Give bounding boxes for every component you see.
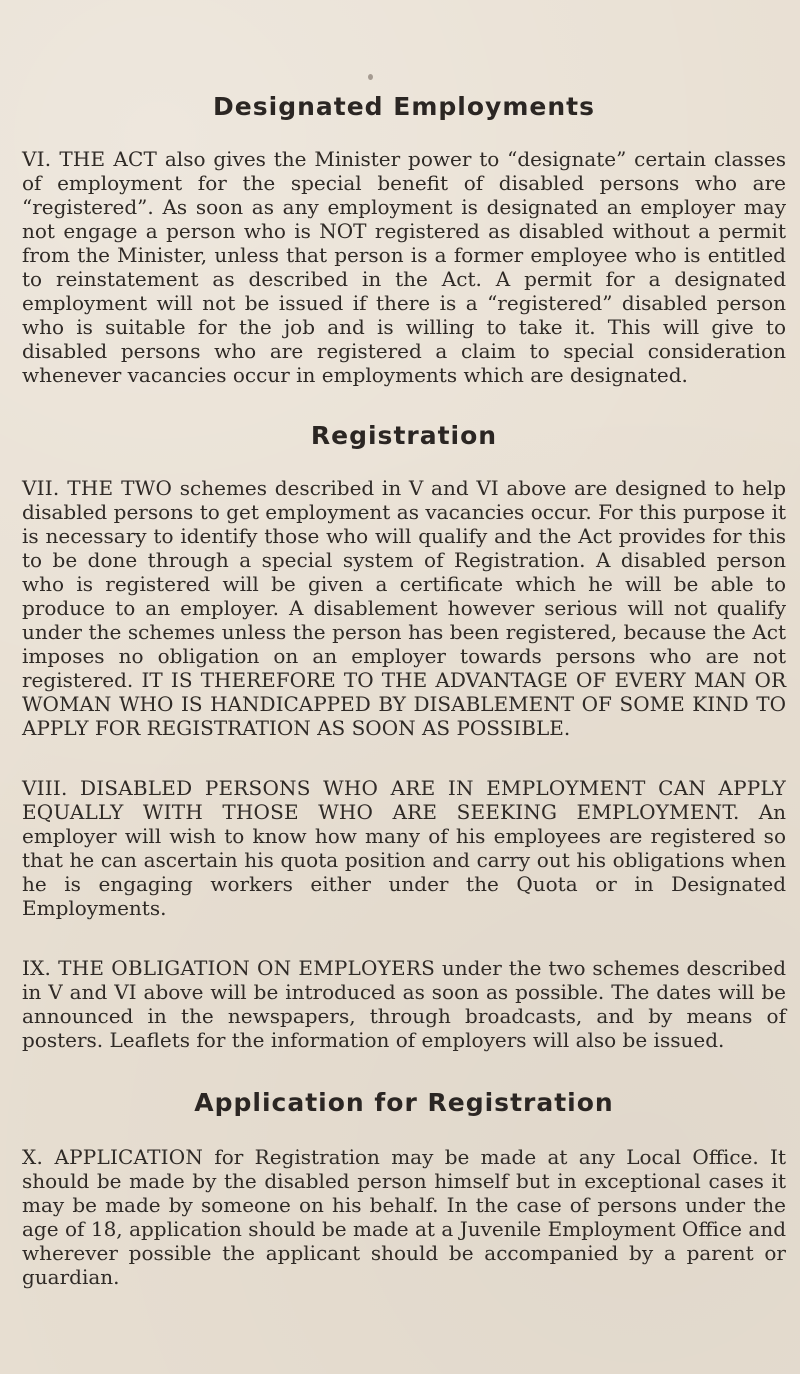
paragraph-viii-text: An employer will wish to know how many of his employees are registered so that he can ascertain his quota position and carry out his obligations when he is engaging workers either under the Quota or in Designated Employments. bbox=[22, 800, 787, 920]
section-heading-registration: Registration bbox=[310, 421, 498, 450]
paragraph-vi-text: also gives the Minister power to “designate” certain classes of employment for the special benefit of disabled persons who are “registered”. As soon as any employment is designated an employer may not engage a person who is NOT registered as disabled without a permit from the Minister, unless that person is a former employee who is entitled to reinstatement as described in the Act. A permit for a designated employment will not be issued if there is a “registered” disabled person who is suitable for the job and is willing to take it. This will give to disabled persons who are registered a claim to special consideration whenever vacancies occur in employments which are designated. bbox=[22, 147, 786, 387]
paragraph-vii bbox=[22, 476, 786, 740]
paragraph-viii bbox=[22, 776, 786, 920]
paragraph-vii-lead: VII. THE TWO bbox=[22, 476, 173, 500]
paragraph-viii-lead: VIII. DISABLED PERSONS WHO ARE IN EMPLOYMENT CAN APPLY EQUALLY WITH THOSE WHO ARE SEEKING EMPLOYMENT. bbox=[22, 776, 786, 824]
paragraph-x-text: for Registration may be made at any Local Office. It should be made by the disabled person himself but in exceptional cases it may be made by someone on his behalf. In the case of persons under the age of 18, application should be made at a Juvenile Employment Office and wherever possible the applicant should be accompanied by a parent or guardian. bbox=[22, 1145, 786, 1289]
paragraph-x-lead: X. APPLICATION bbox=[22, 1145, 204, 1169]
section-heading-application: Application for Registration bbox=[194, 1088, 614, 1117]
paragraph-ix bbox=[22, 956, 786, 1052]
paragraph-ix-lead: IX. THE OBLIGATION ON EMPLOYERS bbox=[22, 956, 435, 980]
paragraph-vi-lead: VI. THE ACT bbox=[22, 147, 158, 171]
paragraph-x bbox=[22, 1145, 786, 1289]
paper-speck bbox=[368, 74, 373, 80]
page-title: Designated Employments bbox=[213, 92, 595, 121]
paragraph-vi bbox=[22, 147, 786, 387]
paragraph-ix-text: under the two schemes described in V and VI above will be introduced as soon as possible. The dates will be announced in the newspapers, through broadcasts, and by means of posters. Leaflets for the information of employers will also be issued. bbox=[22, 956, 787, 1052]
paragraph-vii-text: schemes described in V and VI above are designed to help disabled persons to get employment as vacancies occur. For this purpose it is necessary to identify those who will qualify and the Act provides for this to be done through a special system of Registration. A disabled person who is registered will be given a certificate which he will be able to produce to an employer. A disablement however serious will not qualify under the schemes unless the person has been registered, because the Act imposes no obligation on an employer towards persons who are not registered. IT IS THEREFORE TO THE ADVANTAGE OF EVERY MAN OR WOMAN WHO IS HANDICAPPED BY DISABLEMENT OF SOME KIND TO APPLY FOR REGISTRATION AS SOON AS POSSIBLE. bbox=[22, 476, 787, 740]
